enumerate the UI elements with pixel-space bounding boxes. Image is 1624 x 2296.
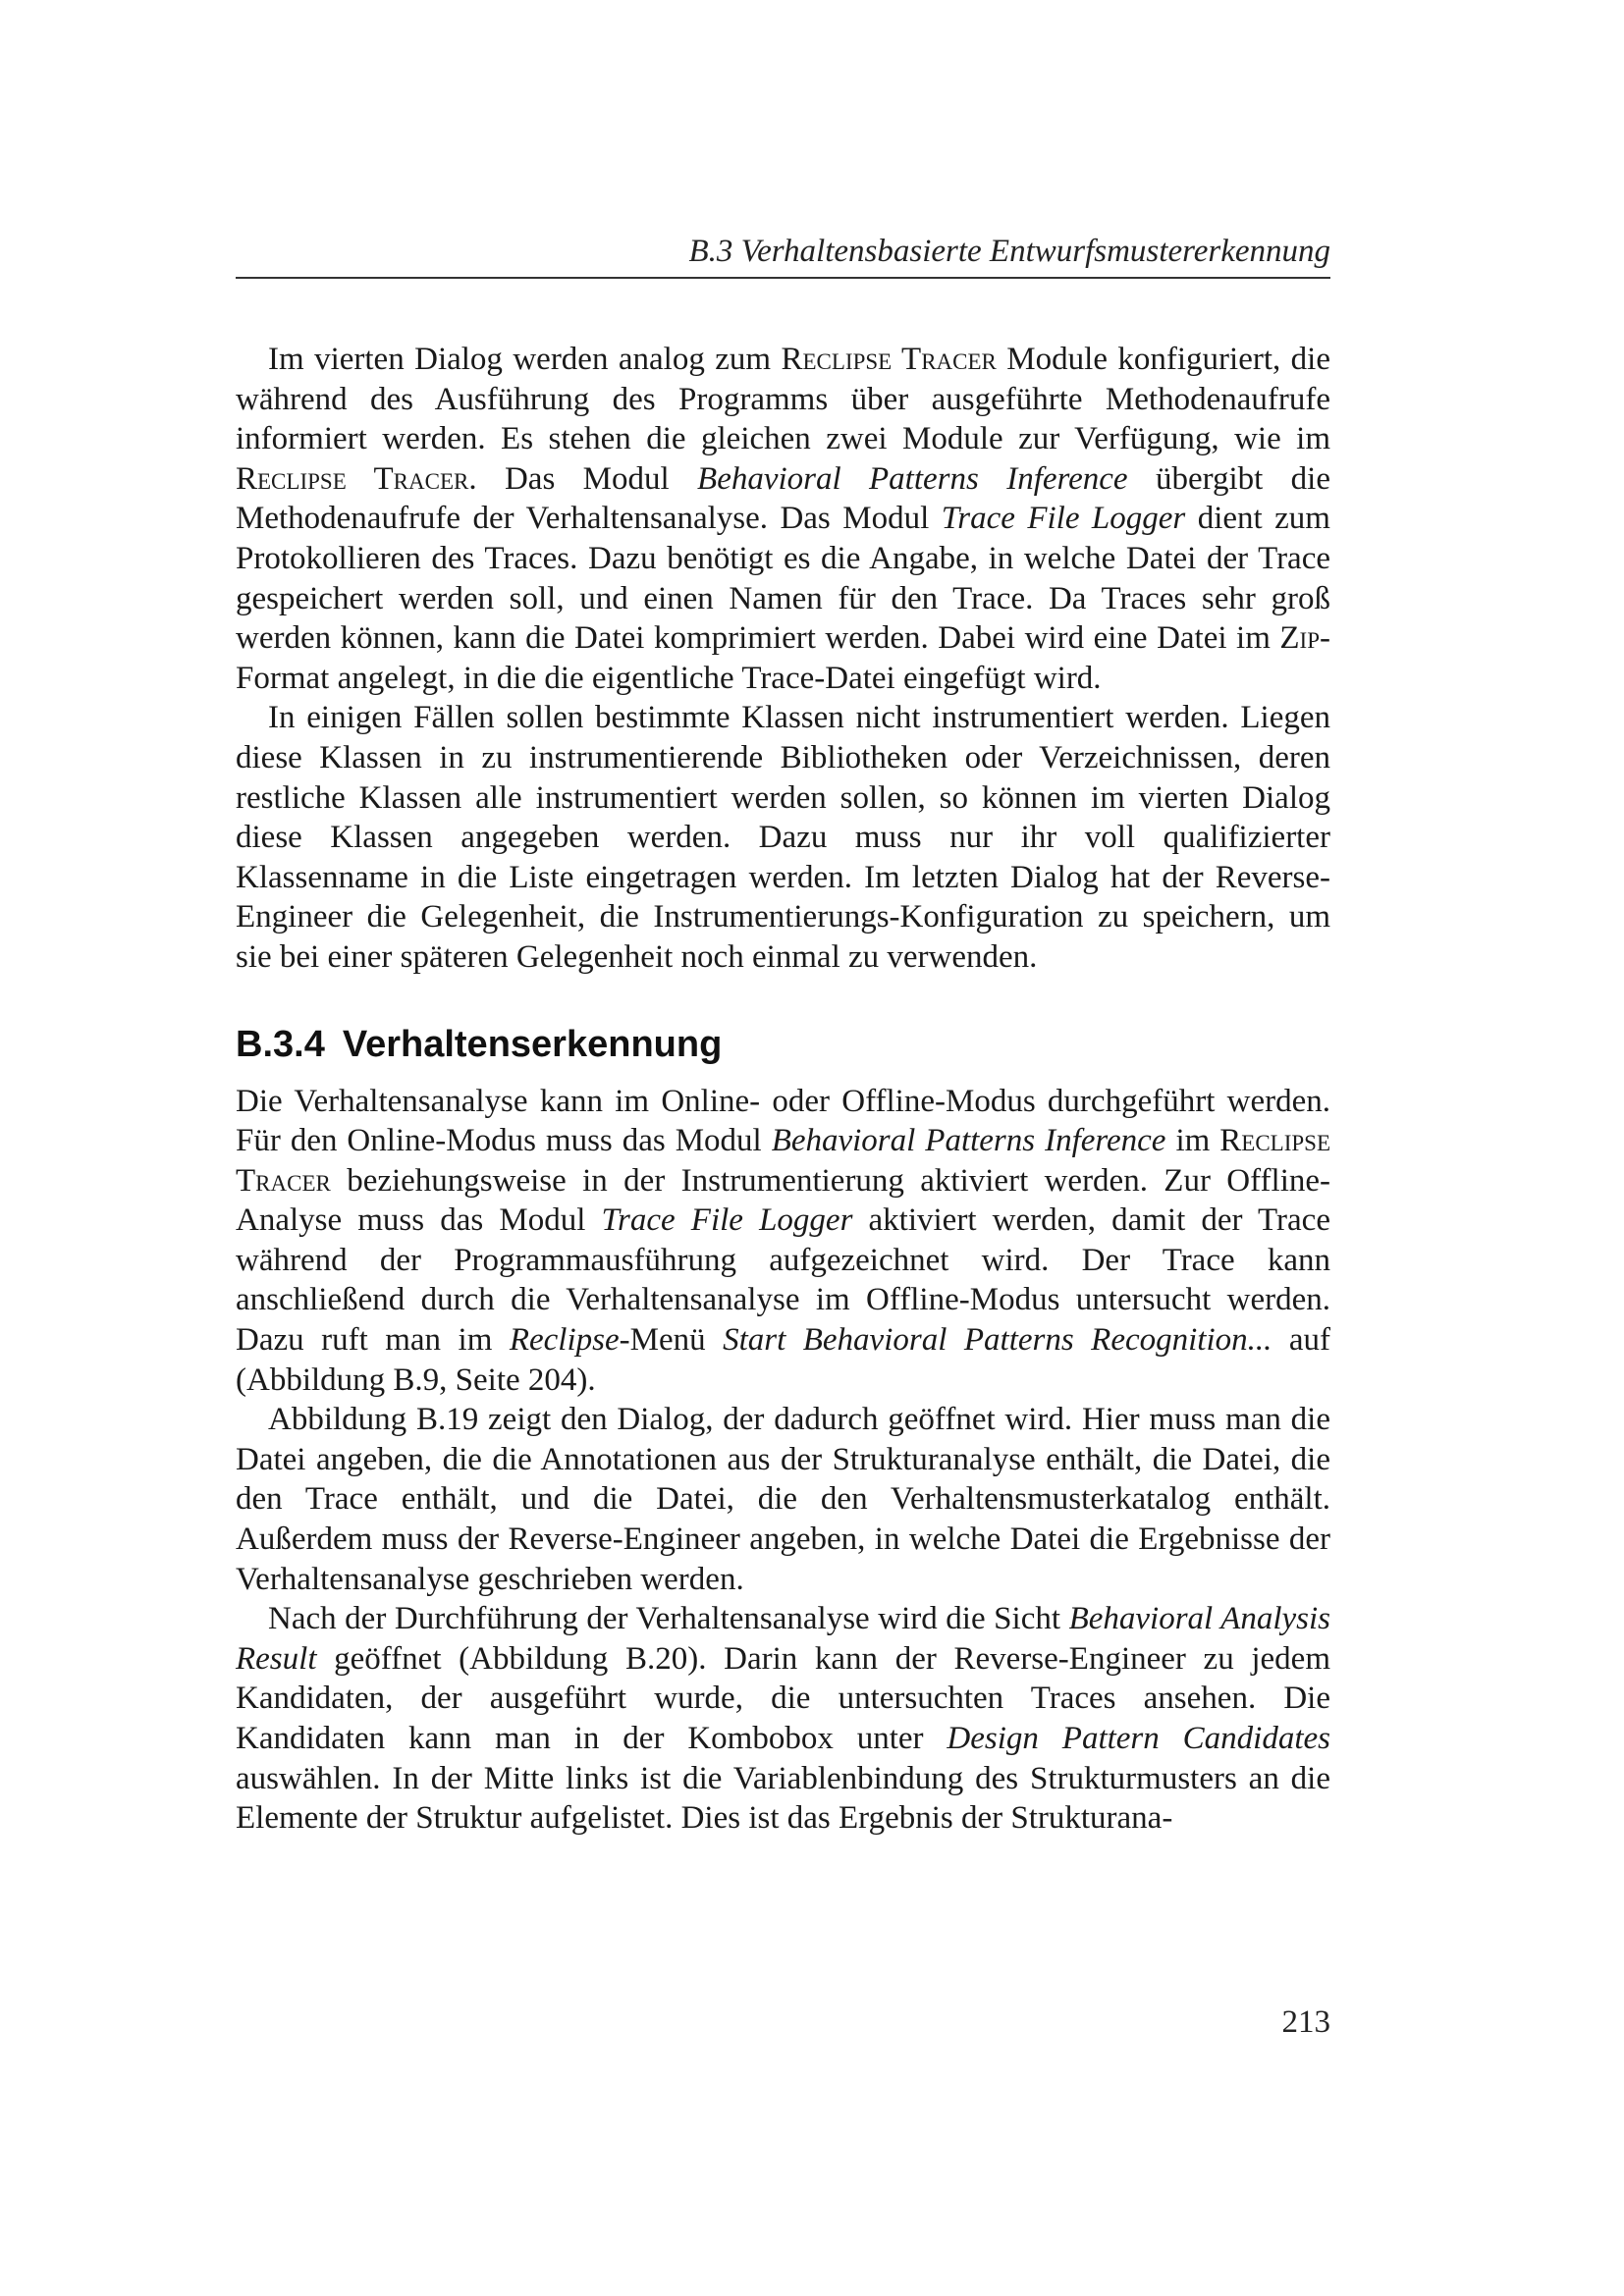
- menu-item-name: Start Behavioral Patterns Recognition...: [723, 1322, 1272, 1359]
- page-body: [236, 340, 1330, 1839]
- format-name: Zip: [1279, 620, 1320, 657]
- paragraph-analysis-modes: Die Verhaltensanalyse kann im Online- oder Offline-Modus durchgeführt werden. Für den Online-Modus muss das Modul Behavioral Patterns Inference im Reclipse Tracer beziehungsweise in der Instrumentierung aktiviert werden. Zur Offline-Analyse muss das Modul Trace File Logger aktiviert werden, damit der Trace während der Programmausführung aufgezeichnet wird. Der Trace kann anschließend durch die Verhaltensanalyse im Offline-Modus untersucht werden. Dazu ruft man im Reclipse-Menü Start Behavioral Patterns Recognition... auf (Abbildung B.9, Seite 204).: [236, 1083, 1331, 1398]
- section-number: B.3.4: [236, 1023, 325, 1065]
- menu-name: Reclipse: [509, 1322, 620, 1359]
- page-number: 213: [1281, 2004, 1330, 2040]
- running-title: B.3 Verhaltensbasierte Entwurfsmustererkennung: [688, 234, 1330, 269]
- running-header: [236, 232, 1330, 279]
- module-name: Behavioral Patterns Inference: [697, 460, 1128, 497]
- tool-name: Reclipse Tracer: [781, 342, 997, 377]
- section-title: Verhaltenserkennung: [342, 1023, 723, 1065]
- view-name: Behavioral Analysis Result: [236, 1601, 1330, 1677]
- paragraph-result-view: Nach der Durchführung der Verhaltensanalyse wird die Sicht Behavioral Analysis Result geöffnet (Abbildung B.20). Darin kann der Reverse-Engineer zu jedem Kandidaten, der ausgeführt wurde, die untersuchten Traces ansehen. Die Kandidaten kann man in der Kombobox unter Design Pattern Candidates auswählen. In der Mitte links ist die Variablenbindung des Strukturmusters an die Elemente der Struktur aufgelistet. Dies ist das Ergebnis der Strukturana-: [236, 1601, 1330, 1837]
- module-name: Trace File Logger: [601, 1202, 853, 1239]
- tool-name: Reclipse Tracer: [236, 1123, 1331, 1199]
- tool-name: Reclipse Tracer: [236, 460, 469, 497]
- paragraph-instrumentation-modules: Im vierten Dialog werden analog zum Reclipse Tracer Module konfiguriert, die während des Ausführung des Programms über ausgeführte Methodenaufrufe informiert werden. Es stehen die gleichen zwei Module zur Verfügung, wie im Reclipse Tracer. Das Modul Behavioral Patterns Inference übergibt die Methodenaufrufe der Verhaltensanalyse. Das Modul Trace File Logger dient zum Protokollieren des Traces. Dazu benötigt es die Angabe, in welche Datei der Trace gespeichert werden soll, und einen Namen für den Trace. Da Traces sehr groß werden können, kann die Datei komprimiert werden. Dabei wird eine Datei im Zip-Format angelegt, in die die eigentliche Trace-Datei eingefügt wird.: [236, 342, 1330, 696]
- module-name: Behavioral Patterns Inference: [771, 1123, 1166, 1159]
- section-heading: [236, 1023, 1330, 1066]
- paragraph-dialog-description: Abbildung B.19 zeigt den Dialog, der dadurch geöffnet wird. Hier muss man die Datei angeben, die die Annotationen aus der Strukturanalyse enthält, die Datei, die den Trace enthält, und die Datei, die den Verhaltensmusterkatalog enthält. Außerdem muss der Reverse-Engineer angeben, in welche Datei die Ergebnisse der Verhaltensanalyse geschrieben werden.: [236, 1402, 1330, 1597]
- module-name: Trace File Logger: [941, 501, 1186, 537]
- paragraph-excluded-classes: In einigen Fällen sollen bestimmte Klassen nicht instrumentiert werden. Liegen diese Klassen in zu instrumentierende Bibliotheken oder Verzeichnissen, deren restliche Klassen alle instrumentiert werden sollen, so können im vierten Dialog diese Klassen angegeben werden. Dazu muss nur ihr voll qualifizierter Klassenname in die Liste eingetragen werden. Im letzten Dialog hat der Reverse-Engineer die Gelegenheit, die Instrumentierungs-Konfiguration zu speichern, um sie bei einer späteren Gelegenheit noch einmal zu verwenden.: [236, 700, 1330, 975]
- control-name: Design Pattern Candidates: [947, 1721, 1330, 1756]
